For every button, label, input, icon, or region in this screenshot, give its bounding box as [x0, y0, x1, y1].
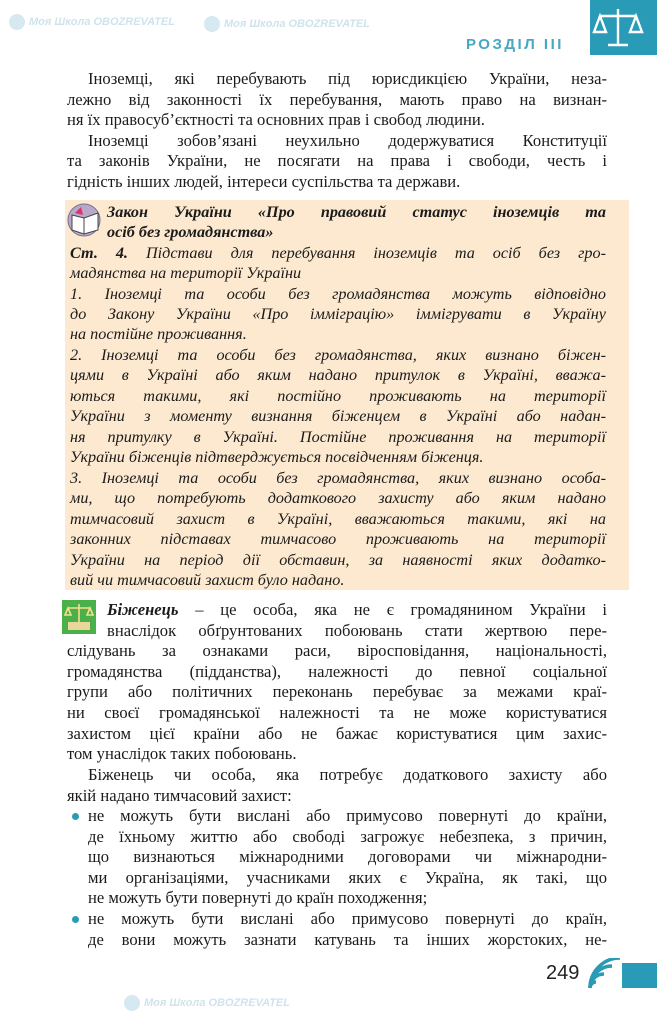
page-number: 249 — [546, 962, 580, 984]
definition-line: захистом цієї країни або не бажає користуватися цим захис- — [67, 724, 607, 743]
law-line: 3. Іноземці та особи без громадянства, яких визнано особа- — [70, 469, 606, 487]
paragraph-line: та законів України, не посягати на права і свободи, честь і — [67, 151, 607, 170]
bullet-line: де вони можуть зазнати катувань та інших жорстоких, не- — [88, 930, 607, 949]
article-heading: мадянства на території України — [70, 264, 302, 282]
paragraph-line: Іноземці зобов’язані неухильно додержуватися Конституції — [88, 131, 607, 150]
definition-text: – це особа, яка не є громадянином України і — [178, 600, 607, 619]
law-title: Закон України «Про правовий статус іноземців та — [107, 203, 606, 221]
bullet-line: не можуть бути вислані або примусово повернуті до країн, — [88, 909, 607, 928]
law-line: вий чи тимчасовий захист було надано. — [70, 571, 345, 589]
article-text: Підстави для перебування іноземців та осіб без гро- — [127, 244, 606, 262]
definition-line: слідувань за ознаками раси, віросповідання, національності, — [67, 641, 607, 660]
law-line: України на період дії обставин, за наявності яких додатко- — [70, 551, 606, 569]
page-waves-icon — [586, 958, 626, 992]
bullet-line: не можуть бути вислані або примусово повернуті до країни, — [88, 806, 607, 825]
section-corner-tab — [590, 0, 657, 55]
bullet-line: ми організаціями, учасниками яких є Україна, як такі, що — [88, 868, 607, 887]
law-line: 2. Іноземці та особи без громадянства, яких визнано біжен- — [70, 346, 606, 364]
article-heading — [70, 243, 606, 263]
open-book-icon — [67, 203, 103, 237]
paragraph-line: лежно від законності їх перебування, мають право на визнан- — [67, 90, 607, 109]
definition-line: групи або політичних переконань перебуває за межами краї- — [67, 682, 607, 701]
paragraph-line: ня їх правосуб’єктності та основних прав і свобод людини. — [67, 110, 485, 129]
definition-line: громадянства (підданства), належності до певної соціальної — [67, 662, 607, 681]
definition-term: Біженець — [107, 600, 179, 619]
definition-line: том унаслідок таких побоювань. — [67, 744, 297, 763]
law-line: до Закону України «Про імміграцію» іммігрувати в Україну — [70, 305, 606, 323]
watermark: Моя Школа OBOZREVATEL — [200, 16, 370, 32]
definition-line — [107, 599, 607, 620]
law-line: ються такими, які постійно проживають на території — [70, 387, 606, 405]
section-label: РОЗДІЛ III — [466, 36, 564, 53]
law-line: ня притулку в Україні. Постійне проживання на території — [70, 428, 606, 446]
paragraph-line: якій надано тимчасовий захист: — [67, 786, 292, 805]
bullet-line: не можуть бути повернуті до країн походження; — [88, 888, 428, 907]
definition-line: внаслідок обґрунтованих побоювань стати жертвою пере- — [107, 621, 607, 640]
paragraph-line: Іноземці, які перебувають під юрисдикцією України, неза- — [88, 69, 607, 88]
law-line: України біженців підтверджується посвідченням біженця. — [70, 448, 484, 466]
paragraph-line: гідність інших людей, інтереси суспільства та держави. — [67, 172, 461, 191]
law-line: на постійне проживання. — [70, 325, 247, 343]
watermark: Моя Школа OBOZREVATEL — [5, 14, 175, 30]
definition-line: ни своєї громадянської належності та не може користуватися — [67, 703, 607, 722]
bullet-icon — [72, 916, 79, 923]
bullet-line: де їхньому життю або свободі загрожує небезпека, з причин, — [88, 827, 607, 846]
bullet-icon — [72, 813, 79, 820]
law-line: законних підставах тимчасово проживають на території — [70, 530, 606, 548]
law-line: України з моменту визнання біженцем в Україні або надан- — [70, 407, 606, 425]
scales-icon — [592, 6, 644, 50]
article-label: Ст. 4. — [70, 244, 128, 262]
law-line: 1. Іноземці та особи без громадянства можуть відповідно — [70, 285, 606, 303]
paragraph-line: Біженець чи особа, яка потребує додаткового захисту або — [88, 765, 607, 784]
bullet-line: що визнаються міжнародними договорами чи міжнародни- — [88, 847, 607, 866]
law-line: ми, що потребують додаткового захисту або яким надано — [70, 489, 606, 507]
law-line: цями в Україні або яким надано притулок в Україні, вважа- — [70, 366, 606, 384]
scales-book-icon — [62, 600, 96, 634]
page-corner-bar — [622, 963, 657, 988]
watermark: Моя Школа OBOZREVATEL — [120, 995, 290, 1011]
law-line: тимчасовий захист в Україні, вважаються такими, які на — [70, 510, 606, 528]
law-title: осіб без громадянства» — [107, 223, 274, 241]
